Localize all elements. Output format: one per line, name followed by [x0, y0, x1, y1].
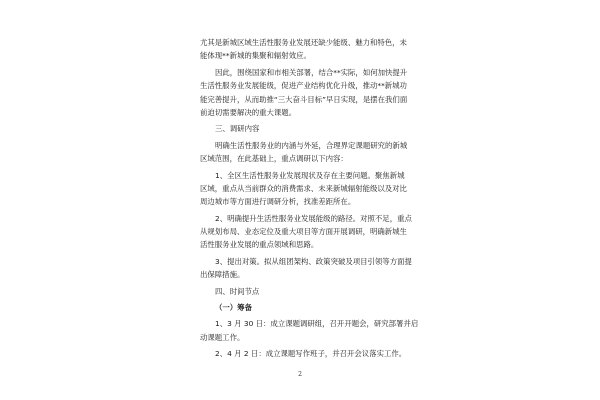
paragraph [200, 66, 408, 120]
paragraph [200, 317, 419, 344]
section-heading [200, 285, 396, 298]
text-line: 2、明确提升生活性服务业发展能级的路径。对照不足，重点 [215, 213, 412, 223]
paragraph [200, 169, 407, 209]
paragraph [200, 36, 407, 63]
text-line: 3、提出对策。拟从组团架构、政策突破及项目引领等方面提 [215, 256, 412, 266]
text-line: 区域，重点从当前群众的消费需求、未来新城辐射能级以及对比 [200, 183, 407, 193]
text-line: 1、全区生活性服务业发展现状及存在主要问题。聚焦新城 [215, 170, 405, 180]
text-line: 周边城市等方面进行调研分析，找准差距所在。 [200, 197, 356, 207]
paragraph [200, 212, 412, 252]
subsection-heading [200, 301, 396, 314]
text-line: 生活性服务业发展能级，促进产业结构优化升级，推动**新城功 [200, 81, 407, 91]
paragraph [200, 347, 407, 360]
paragraph [200, 139, 408, 166]
text-line: 前迫切需要解决的重大课题。 [200, 107, 297, 117]
text-line: 区域范围，在此基础上，重点调研以下内容： [200, 154, 348, 164]
text-line: 2、4 月 2 日：成立课题写作班子，并召开会议落实工作。 [215, 349, 407, 359]
section-heading [200, 122, 396, 135]
text-line: 三、调研内容 [215, 124, 260, 134]
text-line: 活性服务业发展的重点领域和思路。 [200, 240, 319, 250]
text-line: （一）筹备 [215, 303, 252, 313]
text-line: 1、3 月 30 日：成立课题调研组，召开开题会，研究部署并启 [215, 319, 419, 329]
text-line: 出保障措施。 [200, 270, 245, 280]
page-number: 2 [298, 371, 302, 378]
text-line: 动课题工作。 [200, 332, 245, 342]
text-line: 四、时间节点 [215, 286, 260, 296]
text-line: 因此，围绕国家和市相关部署，结合**实际，如何加快提升 [215, 67, 408, 77]
text-line: 尤其是新城区域生活性服务业发展还缺少能级、魅力和特色，未 [200, 38, 407, 47]
paragraph [200, 255, 412, 282]
text-line: 能完善提升，从而助推“三大奋斗目标”早日实现，是摆在我们面 [200, 94, 408, 104]
text-line: 能体现**新城的集聚和辐射效应。 [200, 51, 311, 61]
document-body [200, 36, 419, 361]
text-line: 明确生活性服务业的内涵与外延，合理界定课题研究的新城 [215, 140, 408, 150]
text-line: 从规划布局、业态定位及重大项目等方面开展调研，明确新城生 [200, 227, 407, 237]
